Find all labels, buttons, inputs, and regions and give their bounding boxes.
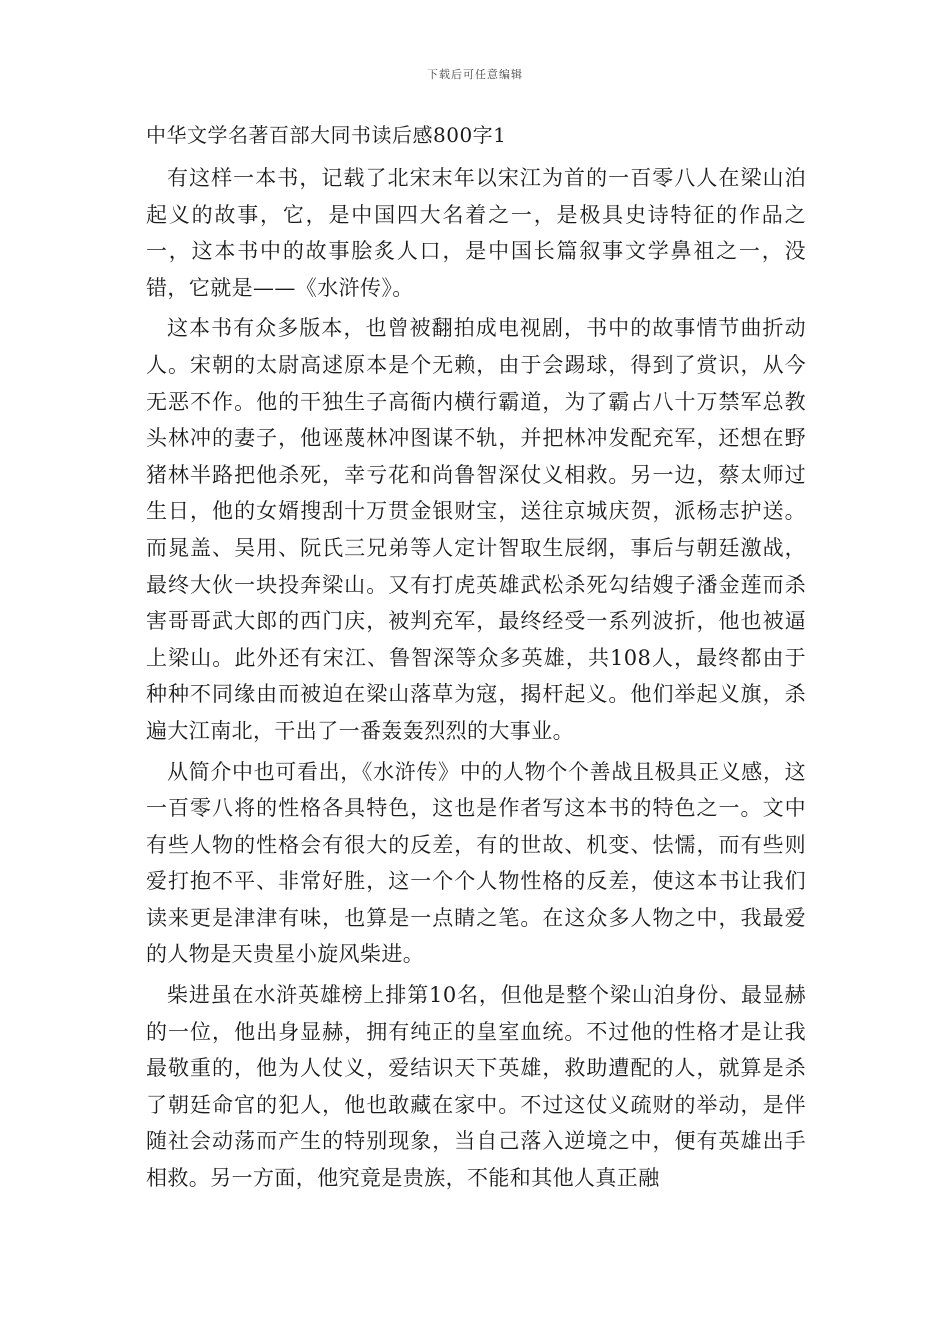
paragraph-1: 有这样一本书，记载了北宋末年以宋江为首的一百零八人在梁山泊起义的故事，它，是中国四大名着之一，是极具史诗特征的作品之一，这本书中的故事脍炙人口，是中国长篇叙事文学鼻祖之一，没错，它就是——《水浒传》。 [146,166,806,300]
paragraph-2: 这本书有众多版本，也曾被翻拍成电视剧，书中的故事情节曲折动人。宋朝的太尉高逑原本是个无赖，由于会踢球，得到了赏识，从今无恶不作。他的干独生子高衙内横行霸道，为了霸占八十万禁军总教头林冲的妻子，他诬蔑林冲图谋不轨，并把林冲发配充军，还想在野猪林半路把他杀死，幸亏花和尚鲁智深仗义相救。另一边，蔡太师过生日，他的女婿搜刮十万贯金银财宝，送往京城庆贺，派杨志护送。而晁盖、吴用、阮氏三兄弟等人定计智取生辰纲，事后与朝廷激战，最终大伙一块投奔梁山。又有打虎英雄武松杀死勾结嫂子潘金莲而杀害哥哥武大郎的西门庆，被判充军，最终经受一系列波折，他也被逼上梁山。此外还有宋江、鲁智深等众多英雄，共108人，最终都由于种种不同缘由而被迫在梁山落草为寇，揭杆起义。他们举起义旗，杀遍大江南北，干出了一番轰轰烈烈的大事业。 [146,316,806,743]
document-title: 中华文学名著百部大同书读后感800字1 [146,123,507,147]
paragraph-4: 柴进虽在水浒英雄榜上排第10名，但他是整个梁山泊身份、最显赫的一位，他出身显赫，拥有纯正的皇室血统。不过他的性格才是让我最敬重的，他为人仗义，爱结识天下英雄，救助遭配的人，就算是杀了朝廷命官的犯人，他也敢藏在家中。不过这仗义疏财的举动，是伴随社会动荡而产生的特别现象，当自己落入逆境之中，便有英雄出手相救。另一方面，他究竟是贵族，不能和其他人真正融 [146,983,806,1191]
paragraph-3: 从简介中也可看出，《水浒传》中的人物个个善战且极具正义感，这一百零八将的性格各具特色，这也是作者写这本书的特色之一。文中有些人物的性格会有很大的反差，有的世故、机变、怯懦，而有些则爱打抱不平、非常好胜，这一个个人物性格的反差，使这本书让我们读来更是津津有味，也算是一点睛之笔。在这众多人物之中，我最爱的人物是天贵星小旋风柴进。 [146,759,806,967]
header-note: 下载后可任意编辑 [427,68,523,81]
document-body [146,120,806,1201]
